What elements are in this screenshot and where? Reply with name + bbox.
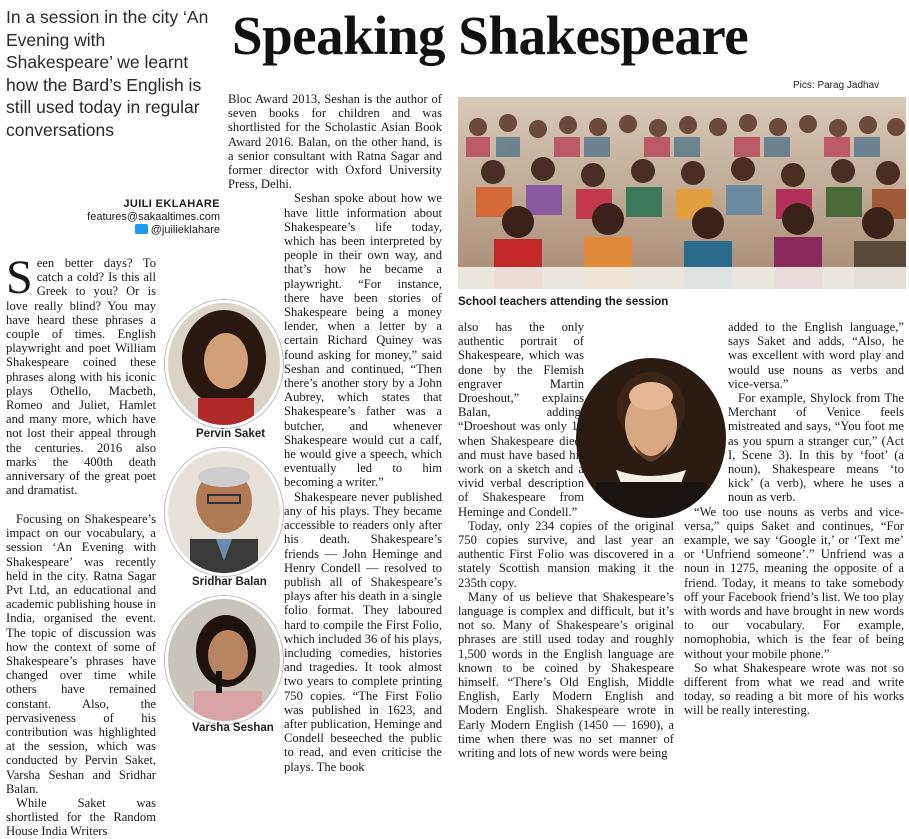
portrait-caption: Sridhar Balan: [192, 576, 267, 588]
paragraph: Seshan spoke about how we have little information about Shakespeare’s life today, which has been interpreted by people in their own way, and that’s how he became a playwright. “For instance, there have been stories of Shakespeare being a money lender, when a letter by a certain Richard Quiney was found asking for money,” said Seshan and continued, “Then there’s another story by a John Aubrey, which states that Shakespeare’s father was a butcher, and whenever Shakespeare would cut a calf, he would give a speech, which eventually led to him becoming a writer.”: [284, 191, 442, 490]
photo-credit: Pics: Parag Jadhav: [793, 80, 880, 91]
audience-photo: [458, 97, 906, 289]
paragraph: Bloc Award 2013, Seshan is the author of seven books for children and was shortlisted for the Scholastic Asian Book Award 2016. Balan, on the other hand, is a senior consultant with Ratna Sagar and former director with Oxford University Press, Delhi.: [228, 92, 442, 192]
body-column-1-continued: [6, 512, 156, 839]
paragraph: Many of us believe that Shakespeare’s language is complex and difficult, but it’s not so. Many of Shakespeare’s original phrases are still used today and roughly 1,500 words in the English language are known to be coined by Shakespeare himself. “There’s Old English, Middle English, Early Modern English and Modern English. Shakespeare wrote in Early Modern English (1450 — 1690), a time when there was no set manner of writing and lots of new words were being: [458, 589, 674, 761]
paragraph: [6, 251, 156, 498]
paragraph: added to the English language,” says Saket and adds, “Also, he was excellent with word play and would use nouns as verbs and vice-versa.”: [728, 320, 904, 391]
main-photo-caption: School teachers attending the session: [458, 296, 669, 308]
paragraph: “We too use nouns as verbs and vice-versa,” quips Saket and continues, “For example, we say ‘Google it,’ or ‘Text me’ or ‘Unfriend someone’.” Unfriend was a noun in 1275, meaning the opposite of a friend. Today, it means to take somebody off your Facebook friend’s list. We too play with words and have brought in new words to our vocabulary. For example, nomophobia, which is the fear of being without your mobile phone.”: [684, 504, 904, 661]
body-column-1: [6, 251, 156, 498]
main-photo: [458, 97, 906, 289]
portrait-caption: Pervin Saket: [196, 428, 266, 440]
twitter-icon: [135, 224, 148, 234]
author-twitter: [60, 224, 220, 237]
drop-cap: S: [6, 251, 33, 304]
body-column-3: [458, 320, 674, 760]
author-email: features@sakaaltimes.com: [87, 211, 220, 223]
author-name: JUILI EKLAHARE: [123, 198, 220, 210]
body-column-2: [228, 92, 442, 774]
paragraph-text: een better days? To catch a cold? Is this all Greek to you? Or is love really blind? You may have heard these phrases a couple of times. English playwright and poet William Shakespeare coined these phrases along with his iconic plays Othello, Macbeth, Romeo and Juliet, Hamlet and many more, which have not lost their appeal through the centuries. 2016 also marks the 400th death anniversary of the great poet and dramatist.: [6, 256, 156, 498]
paragraph: Shakespeare never published any of his plays. They became accessible to readers only after his death. Shakespeare’s friends — John Heminge and Henry Condell — resolved to publish all of Shakespeare’s plays after his death in a single folio format. They laboured hard to compile the First Folio, which included 36 of his plays, including comedies, histories and tragedies. It took almost two years to complete printing 750 copies. “The First Folio was published in 1623, and after publication, Heminge and Condell beseeched the public to read, and even criticise the plays. The book: [284, 489, 442, 774]
paragraph: So what Shakespeare wrote was not so different from what we read and write today, so reading a bit more of his works will be really interesting.: [684, 660, 904, 718]
paragraph: Today, only 234 copies of the original 750 copies survive, and last year an authentic First Folio was discovered in a stately Scottish mansion making it the 235th copy.: [458, 518, 674, 590]
body-column-4: [684, 320, 904, 718]
portrait-caption: Varsha Seshan: [192, 722, 274, 734]
paragraph: Focusing on Shakespeare’s impact on our vocabulary, a session ‘An Evening with Shakespeare’ was recently held in the city. Ratna Sagar Pvt Ltd, an educational and academic publishing house in India, organised the event. The topic of discussion was how the context of some of Shakespeare’s phrases have changed over time while others have remained constant. Also, the pervasiveness of his contribution was highlighted at the session, which was conducted by Pervin Saket, Varsha Seshan and Sridhar Balan.: [6, 512, 156, 796]
headline: Speaking Shakespeare: [232, 5, 749, 66]
twitter-handle: @juilieklahare: [150, 224, 220, 236]
paragraph: While Saket was shortlisted for the Random House India Writers: [6, 796, 156, 839]
paragraph: For example, Shylock from The Merchant of Venice feels mistreated and says, “You foot me as you spurn a stranger cur,” (Act I, Scene 3). In this by ‘foot’ (a noun), Shakespeare means ‘to kick’ (a verb), where he uses a noun as verb.: [728, 391, 904, 505]
standfirst: In a session in the city ‘An Evening with Shakespeare’ we learnt how the Bard’s English is still used today in regular conversations: [6, 7, 209, 140]
paragraph: also has the only authentic portrait of Shakespeare, which was done by the Flemish engraver Martin Droeshout,” explains Balan, adding, “Droeshout was only 15 when Shakespeare died, and must have based his work on a sketch and a vivid verbal description of Shakespeare from Heminge and Condell.”: [458, 320, 584, 519]
byline: [60, 198, 220, 237]
